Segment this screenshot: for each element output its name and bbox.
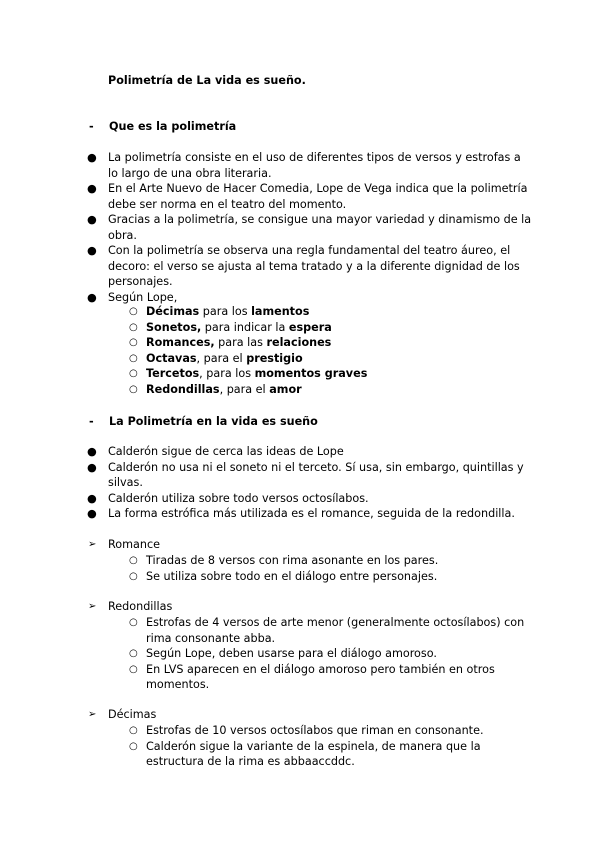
circle-bullet-icon: ○ — [129, 663, 138, 675]
circle-bullet-icon: ○ — [129, 617, 138, 628]
bullet-icon: ● — [87, 460, 97, 474]
list-item: ● Calderón sigue de cerca las ideas de Lope — [87, 445, 344, 458]
bullet-icon: ● — [87, 491, 97, 505]
bullet-icon: ● — [87, 213, 97, 226]
document-title: Polimetría de La vida es sueño. — [108, 74, 306, 87]
arrow-bullet-icon: ➢ — [88, 601, 97, 612]
lope-sublist — [129, 304, 536, 397]
decimas-sublist — [129, 723, 491, 770]
list-item: ○ En LVS aparecen en el diálogo amoroso pero también en otros momentos. — [129, 662, 495, 691]
list-item: ○ Décimas para los lamentos — [129, 305, 310, 318]
circle-bullet-icon: ○ — [129, 352, 138, 364]
list-item: ● Calderón no usa ni el soneto ni el terceto. Sí usa, sin embargo, quintillas y silvas. — [87, 460, 524, 489]
list-item: ○ Tercetos, para los momentos graves — [129, 367, 368, 380]
list-item: ● La polimetría consiste en el uso de diferentes tipos de versos y estrofas a lo largo de una obra literaria. — [87, 151, 521, 180]
dash-marker: - — [89, 120, 94, 133]
list-item: ○ Octavas, para el prestigio — [129, 351, 303, 365]
circle-bullet-icon: ○ — [129, 555, 138, 566]
bullet-icon: ● — [87, 244, 97, 257]
circle-bullet-icon: ○ — [129, 725, 138, 736]
circle-bullet-icon: ○ — [129, 337, 138, 348]
bullet-list-vida-es-sueno — [87, 444, 534, 522]
bullet-icon: ● — [87, 182, 97, 195]
list-item: ● En el Arte Nuevo de Hacer Comedia, Lope de Vega indica que la polimetría debe ser norma en el teatro del momento. — [87, 182, 528, 211]
redondillas-heading: ➢ Redondillas — [88, 600, 173, 613]
list-item: ● La forma estrófica más utilizada es el romance, seguida de la redondilla. — [87, 507, 515, 520]
list-item: ● Gracias a la polimetría, se consigue una mayor variedad y dinamismo de la obra. — [87, 213, 532, 242]
list-item: ○ Estrofas de 4 versos de arte menor (generalmente octosílabos) con rima consonante abba. — [129, 616, 525, 645]
list-item: ● Con la polimetría se observa una regla fundamental del teatro áureo, el decoro: el verso se ajusta al tema tratado y a la diferente dignidad de los personajes. — [87, 244, 520, 288]
circle-bullet-icon: ○ — [129, 321, 138, 333]
bullet-icon: ● — [87, 290, 97, 304]
bullet-icon: ● — [87, 445, 97, 458]
redondillas-sublist — [129, 615, 531, 693]
section-heading-vida-es-sueno — [89, 414, 318, 430]
list-item: ○ Se utiliza sobre todo en el diálogo entre personajes. — [129, 569, 438, 583]
section-heading-text: Que es la polimetría — [109, 120, 237, 133]
circle-bullet-icon: ○ — [129, 383, 138, 395]
circle-bullet-icon: ○ — [129, 570, 138, 582]
list-item: ○ Estrofas de 10 versos octosílabos que riman en consonante. — [129, 724, 484, 737]
section-heading-polimetria — [89, 119, 236, 135]
bullet-icon: ● — [87, 507, 97, 520]
dash-marker: - — [89, 415, 94, 428]
arrow-bullet-icon: ➢ — [88, 539, 97, 550]
list-item: ● Según Lope, — [87, 290, 178, 304]
section-heading-text: La Polimetría en la vida es sueño — [109, 415, 318, 428]
list-item: ● Calderón utiliza sobre todo versos octosílabos. — [87, 491, 369, 505]
list-item: ○ Tiradas de 8 versos con rima asonante en los pares. — [129, 554, 439, 567]
bullet-list-polimetria — [87, 150, 534, 305]
bullet-icon: ● — [87, 151, 97, 164]
romance-heading: ➢ Romance — [88, 538, 160, 551]
list-item: ○ Calderón sigue la variante de la espinela, de manera que la estructura de la rima es abbaaccddc. — [129, 739, 481, 768]
arrow-bullet-icon: ➢ — [88, 709, 97, 720]
list-item: ○ Redondillas, para el amor — [129, 382, 302, 396]
circle-bullet-icon: ○ — [129, 368, 138, 379]
list-item: ○ Romances, para las relaciones — [129, 336, 332, 349]
circle-bullet-icon: ○ — [129, 306, 138, 317]
decimas-heading: ➢ Décimas — [88, 708, 157, 721]
list-item: ○ Según Lope, deben usarse para el diálogo amoroso. — [129, 647, 437, 660]
circle-bullet-icon: ○ — [129, 740, 138, 752]
list-item: ○ Sonetos, para indicar la espera — [129, 320, 332, 334]
circle-bullet-icon: ○ — [129, 648, 138, 659]
romance-sublist — [129, 553, 536, 584]
